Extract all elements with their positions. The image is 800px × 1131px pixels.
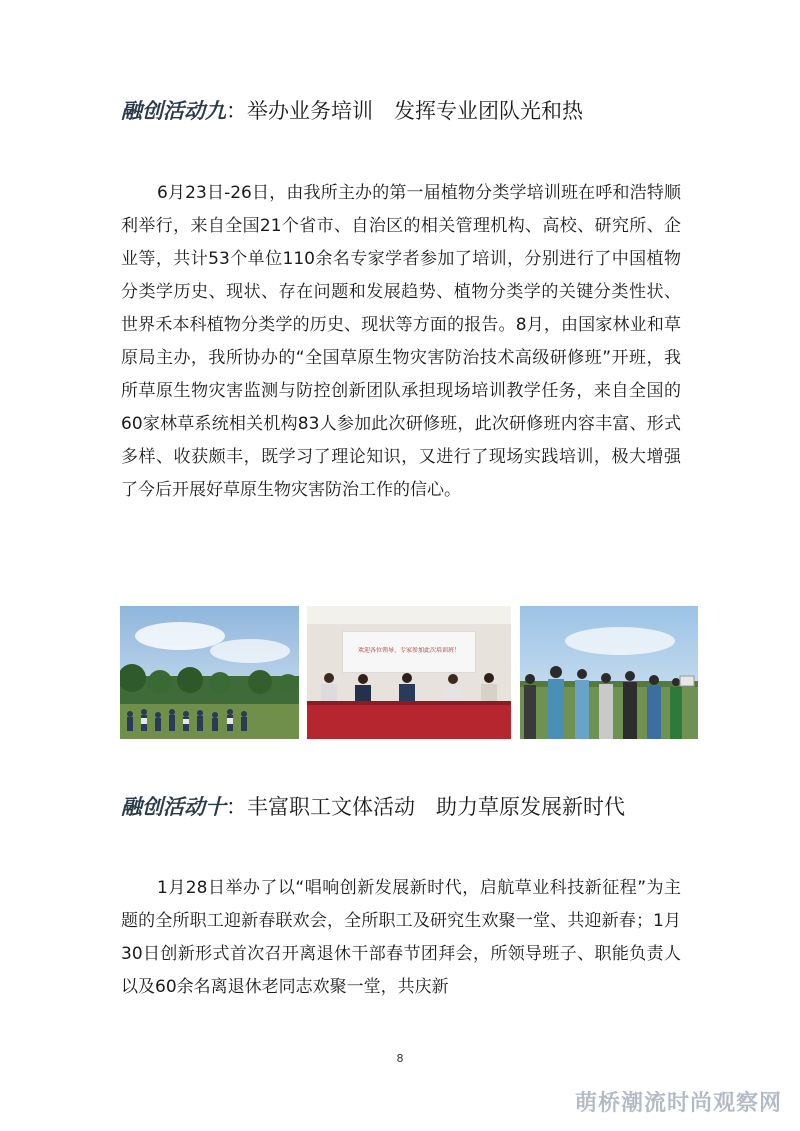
photo-strip bbox=[120, 606, 698, 739]
section1-heading-lead: 融创活动九 bbox=[121, 99, 226, 123]
photo-field-group bbox=[120, 606, 299, 739]
photo-field-visit bbox=[520, 606, 698, 739]
photo-meeting-room bbox=[307, 606, 511, 739]
section2-heading bbox=[121, 793, 625, 821]
watermark: 萌桥潮流时尚观察网 bbox=[574, 1091, 782, 1116]
section1-paragraph: 6月23日-26日，由我所主办的第一届植物分类学培训班在呼和浩特顺利举行，来自全国21个省市、自治区的相关管理机构、高校、研究所、企业等，共计53个单位110余名专家学者参加了培训，分别进行了中国植物分类学历史、现状、存在问题和发展趋势、植物分类学的关键分类性状、世界禾本科植物分类学的历史、现状等方面的报告。8月，由国家林业和草原局主办，我所协办的“全国草原生物灾害防治技术高级研修班”开班，我所草原生物灾害监测与防控创新团队承担现场培训教学任务，来自全国的60家林草系统相关机构83人参加此次研修班，此次研修班内容丰富、形式多样、收获颇丰，既学习了理论知识，又进行了现场实践培训，极大增强了今后开展好草原生物灾害防治工作的信心。 bbox=[121, 183, 681, 500]
section1-heading-rest: ：举办业务培训 发挥专业团队光和热 bbox=[226, 99, 583, 123]
section2-paragraph: 1月28日举办了以“唱响创新发展新时代，启航草业科技新征程”为主题的全所职工迎新春联欢会，全所职工及研究生欢聚一堂、共迎新春；1月30日创新形式首次召开离退休干部春节团拜会，所领导班子、职能负责人以及60余名离退休老同志欢聚一堂，共庆新 bbox=[121, 878, 681, 997]
page-number: 8 bbox=[396, 1052, 404, 1065]
section1-heading bbox=[121, 97, 583, 125]
section2-heading-lead: 融创活动十 bbox=[121, 795, 226, 819]
section2-heading-rest: ：丰富职工文体活动 助力草原发展新时代 bbox=[226, 795, 625, 819]
banner-text: 欢迎各位领导、专家参加此次培训班！ bbox=[357, 647, 460, 654]
